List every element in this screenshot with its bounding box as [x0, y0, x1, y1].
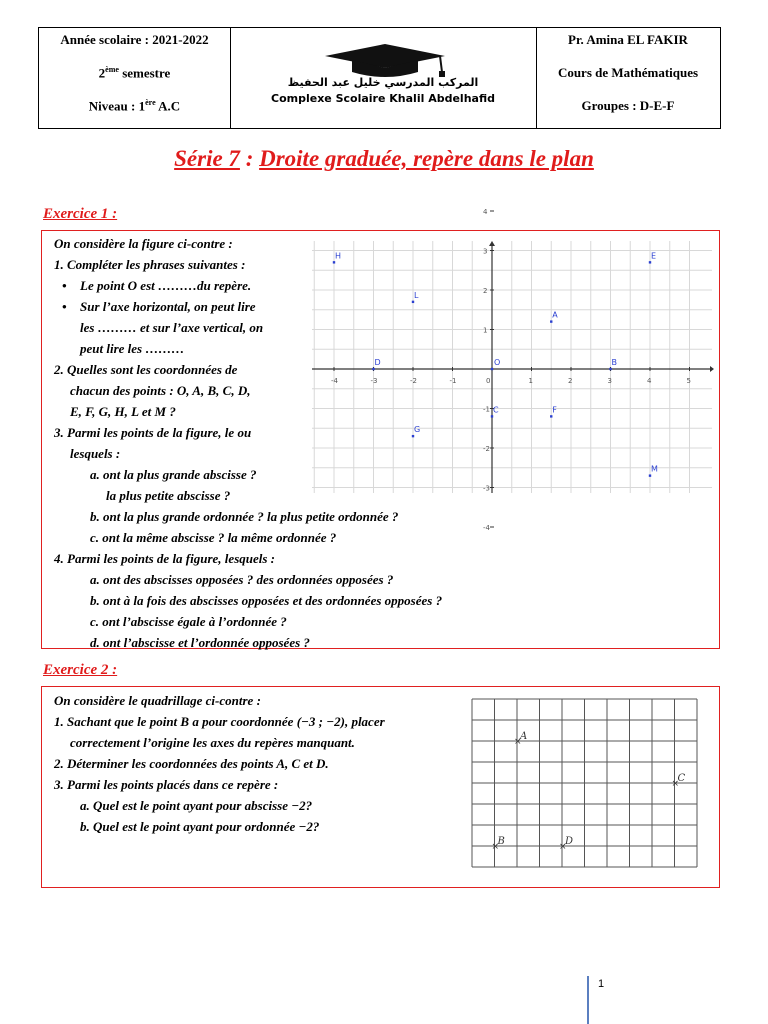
cross-marker-icon: ×: [671, 779, 680, 789]
point-label: O: [494, 358, 501, 367]
point-a: [550, 320, 552, 322]
header-right-cell: [536, 28, 720, 128]
point-c-label: C: [677, 773, 686, 784]
ex1-line: a. ont des abscisses opposées ? des ordonnées opposées ?: [90, 572, 394, 587]
point-label: G: [414, 425, 421, 435]
exercise-2-heading: Exercice 2 :: [43, 662, 118, 678]
cross-marker-icon: ×: [491, 842, 500, 852]
point-g: [412, 435, 414, 437]
groups: Groupes : D-E-F: [581, 98, 675, 113]
point-label: B: [611, 358, 617, 367]
x-tick-label: 2: [568, 377, 573, 385]
point-label: L: [414, 290, 419, 300]
y-tick-label: 4: [483, 208, 488, 216]
y-tick-label: -4: [483, 524, 490, 532]
point-a-label: A: [520, 731, 528, 742]
ex1-line: c. ont la même abscisse ? la même ordonnée ?: [90, 530, 337, 545]
level: Niveau : 1ère A.C: [88, 98, 181, 114]
header-logo-cell: [230, 28, 537, 128]
point-d: [372, 368, 374, 370]
ex1-line: 4. Parmi les points de la figure, lesquels :: [54, 551, 275, 566]
x-tick-label: 4: [647, 377, 652, 385]
point-o: [491, 368, 493, 370]
ex2-line: correctement l’origine les axes du repères manquant.: [70, 735, 355, 750]
ex1-line: 1. Compléter les phrases suivantes :: [54, 257, 246, 272]
point-label: A: [552, 310, 558, 320]
bullet-icon: •: [62, 299, 67, 314]
ex1-line: la plus petite abscisse ?: [106, 488, 231, 503]
ex2-line: 1. Sachant que le point B a pour coordonnée (−3 ; −2), placer: [54, 714, 385, 729]
ex1-line: peut lire les ………: [80, 341, 185, 356]
cross-marker-icon: ×: [559, 842, 567, 852]
header-left-cell: [39, 28, 231, 128]
x-tick-label: -3: [370, 377, 378, 385]
ex1-line: 3. Parmi les points de la figure, le ou: [54, 425, 252, 440]
point-e: [649, 261, 651, 263]
quadrillage-grid: [470, 697, 698, 873]
x-tick-label: -4: [331, 377, 338, 385]
school-name-arabic: المركب المدرسي خليل عبد الحفيظ: [287, 76, 479, 89]
y-tick-label: 3: [483, 247, 488, 256]
ex1-line: lesquels :: [70, 446, 121, 461]
y-tick-label: -2: [483, 445, 490, 453]
y-tick-label: -1: [483, 405, 490, 414]
point-label: E: [651, 251, 657, 261]
point-m: [649, 474, 651, 476]
x-tick-label: -2: [410, 377, 417, 385]
point-b-label: B: [497, 836, 505, 847]
point-label: H: [335, 251, 342, 261]
point-c: [491, 415, 493, 417]
cross-marker-icon: ×: [514, 737, 522, 747]
ex1-line: Sur l’axe horizontal, on peut lire: [80, 299, 256, 314]
point-label: C: [493, 405, 499, 415]
ex1-line: d. ont l’abscisse et l’ordonnée opposées ?: [90, 635, 310, 650]
x-tick-label: 3: [607, 377, 612, 385]
ex2-line: a. Quel est le point ayant pour abscisse −2?: [80, 798, 313, 813]
ex1-line: chacun des points : O, A, B, C, D,: [70, 383, 251, 398]
ex2-line: b. Quel est le point ayant pour ordonnée −2?: [80, 819, 320, 834]
x-tick-label: 5: [686, 377, 691, 385]
point-f: [550, 415, 552, 417]
point-h: [333, 261, 335, 263]
point-b: [609, 368, 611, 370]
x-tick-label: 0: [486, 377, 491, 385]
point-label: D: [374, 358, 381, 367]
course-name: Cours de Mathématiques: [557, 65, 699, 80]
ex1-line: c. ont l’abscisse égale à l’ordonnée ?: [90, 614, 287, 629]
x-axis-arrow-icon: [710, 366, 714, 372]
x-tick-label: 1: [528, 377, 533, 385]
page-number: 1: [598, 978, 605, 990]
bullet-icon: •: [62, 278, 67, 293]
page-number-bar: [587, 976, 589, 1024]
ex1-line: a. ont la plus grande abscisse ?: [90, 467, 257, 482]
point-label: M: [651, 464, 658, 474]
teacher-name: Pr. Amina EL FAKIR: [568, 32, 688, 47]
y-tick-label: 1: [483, 326, 488, 335]
y-tick-label: -3: [483, 484, 490, 493]
x-tick-label: -1: [449, 377, 457, 385]
point-l: [412, 301, 414, 303]
point-d-label: D: [565, 836, 574, 847]
ex1-line: les ……… et sur l’axe vertical, on: [80, 320, 264, 335]
ex2-line: 3. Parmi les points placés dans ce repère :: [54, 777, 279, 792]
ex1-line: b. ont la plus grande ordonnée ? la plus petite ordonnée ?: [90, 509, 399, 524]
header-table: [38, 27, 721, 129]
point-label: F: [552, 405, 557, 415]
ex1-line: b. ont à la fois des abscisses opposées et des ordonnées opposées ?: [90, 593, 443, 608]
page-title: Série 7 : Droite graduée, repère dans le plan: [174, 146, 594, 171]
ex1-line: On considère la figure ci-contre :: [54, 236, 233, 251]
ex1-line: 2. Quelles sont les coordonnées de: [54, 362, 238, 377]
school-name-french: Complexe Scolaire Khalil Abdelhafid: [271, 92, 495, 105]
ex2-line: On considère le quadrillage ci-contre :: [54, 693, 261, 708]
exercise-1-heading: Exercice 1 :: [43, 206, 118, 222]
ex1-line: Le point O est ………du repère.: [80, 278, 252, 293]
y-tick-label: 2: [483, 287, 488, 295]
ex1-line: E, F, G, H, L et M ?: [70, 404, 176, 419]
coordinate-graph: [310, 208, 714, 532]
exercise-2-box: [41, 686, 720, 888]
y-axis-arrow-icon: [489, 241, 495, 246]
semester: 2ème semestre: [98, 65, 171, 81]
ex2-line: 2. Déterminer les coordonnées des points A, C et D.: [54, 756, 329, 771]
school-year: Année scolaire : 2021-2022: [60, 32, 209, 47]
